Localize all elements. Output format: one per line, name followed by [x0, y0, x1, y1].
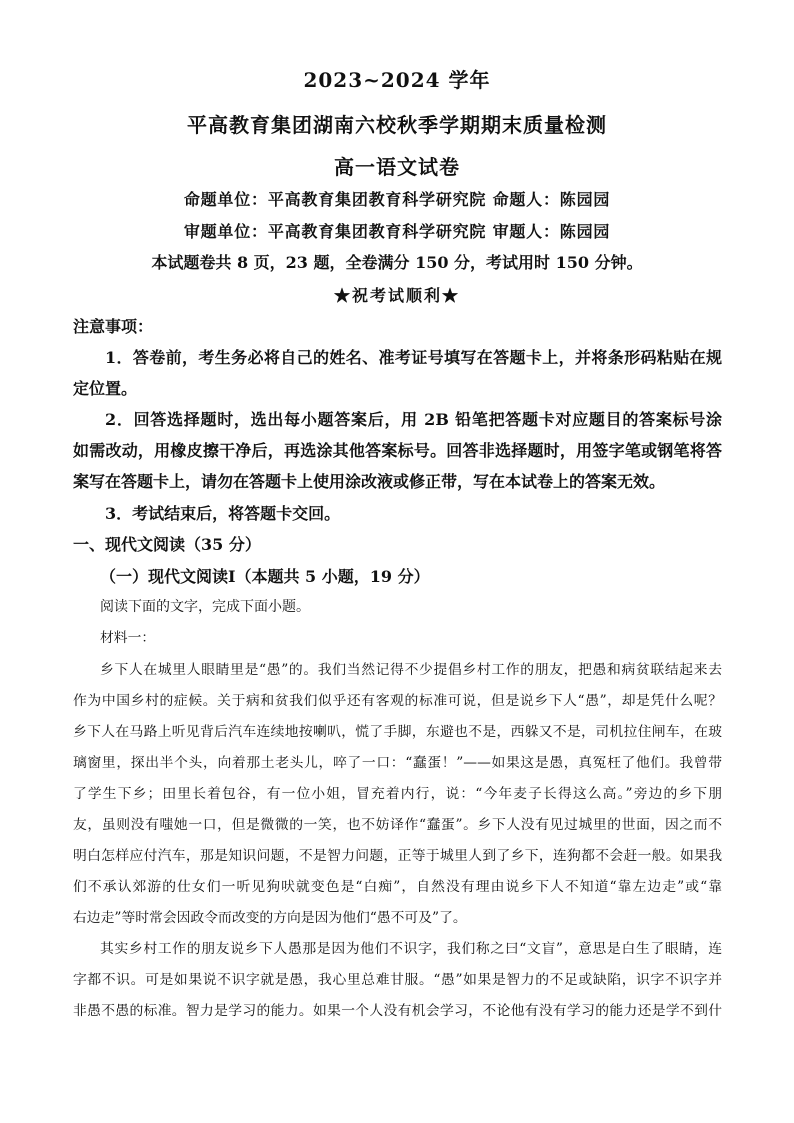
passage-1-line-9: 右边走”等时常会因政令而改变的方向是因为他们“愚不可及”了。	[73, 910, 467, 926]
passage-1-line-7: 明白怎样应付汽车，那是知识问题，不是智力问题，正等于城里人到了乡下，连狗都不会赶一般。如果我	[73, 848, 722, 864]
question-setter: 命题单位：平高教育集团教育科学研究院 命题人：陈园园	[183, 190, 611, 209]
passage-2-line-1: 其实乡村工作的朋友说乡下人愚那是因为他们不识字，我们称之曰“文盲”，意思是白生了眼睛，连	[100, 941, 722, 957]
material-label: 材料一：	[100, 630, 156, 646]
passage-2-line-2: 字都不识。可是如果说不识字就是愚，我心里总难甘服。“愚”如果是智力的不足或缺陷，识字不识字并	[73, 972, 722, 988]
reading-instruction: 阅读下面的文字，完成下面小题。	[100, 599, 310, 615]
paper-title: 高一语文试卷	[334, 155, 460, 179]
notes-item-2-line-2: 如需改动，用橡皮擦干净后，再选涂其他答案标号。回答非选择题时，用签字笔或钢笔将答	[73, 441, 722, 460]
notes-item-1-line-2: 定位置。	[73, 379, 138, 398]
passage-1-line-2: 作为中国乡村的症候。关于病和贫我们似乎还有客观的标准可说，但是说乡下人“愚”，却是凭什么呢？	[73, 693, 722, 709]
notes-item-2-line-3: 案写在答题卡上，请勿在答题卡上使用涂改液或修正带，写在本试卷上的答案无效。	[73, 472, 666, 491]
section-subheading: （一）现代文阅读Ⅰ（本题共 5 小题，19 分）	[100, 567, 430, 586]
passage-1-line-5: 了学生下乡；田里长着包谷，有一位小姐，冒充着内行，说：“今年麦子长得这么高。”旁边的乡下朋	[73, 786, 722, 802]
notes-item-3-line-1: 3．考试结束后，将答题卡交回。	[105, 504, 341, 523]
exam-name: 平高教育集团湖南六校秋季学期期末质量检测	[187, 113, 607, 137]
school-year: 2023~2024 学年	[303, 68, 491, 92]
passage-1-line-1: 乡下人在城里人眼睛里是“愚”的。我们当然记得不少提倡乡村工作的朋友，把愚和病贫联结起来去	[100, 662, 722, 678]
passage-1-line-6: 友，虽则没有嗤她一口，但是微微的一笑，也不妨译作“蠢蛋”。乡下人没有见过城里的世面，因之而不	[73, 817, 722, 833]
notes-item-1-line-1: 1．答卷前，考生务必将自己的姓名、准考证号填写在答题卡上，并将条形码粘贴在规	[105, 348, 722, 367]
question-reviewer: 审题单位：平高教育集团教育科学研究院 审题人：陈园园	[183, 222, 611, 241]
passage-2-line-3: 非愚不愚的标准。智力是学习的能力。如果一个人没有机会学习，不论他有没有学习的能力还是学不到什	[73, 1003, 722, 1019]
notes-item-2-line-1: 2．回答选择题时，选出每小题答案后，用 2B 铅笔把答题卡对应题目的答案标号涂	[105, 410, 722, 429]
passage-1-line-8: 们不承认郊游的仕女们一听见狗吠就变色是“白痴”，自然没有理由说乡下人不知道“靠左边走”或“靠	[73, 879, 722, 895]
section-heading: 一、现代文阅读（35 分）	[73, 535, 261, 554]
exam-summary: 本试题卷共 8 页，23 题，全卷满分 150 分，考试用时 150 分钟。	[151, 253, 643, 272]
blessing: ★祝考试顺利★	[333, 286, 460, 305]
passage-1-line-4: 璃窗里，探出半个头，向着那土老头儿，啐了一口：“蠢蛋！”——如果这是愚，真冤枉了他们。我曾带	[73, 755, 722, 771]
passage-1-line-3: 乡下人在马路上听见背后汽车连续地按喇叭，慌了手脚，东避也不是，西躲又不是，司机拉住闸车，在玻	[73, 724, 722, 740]
notes-heading: 注意事项：	[73, 317, 154, 336]
